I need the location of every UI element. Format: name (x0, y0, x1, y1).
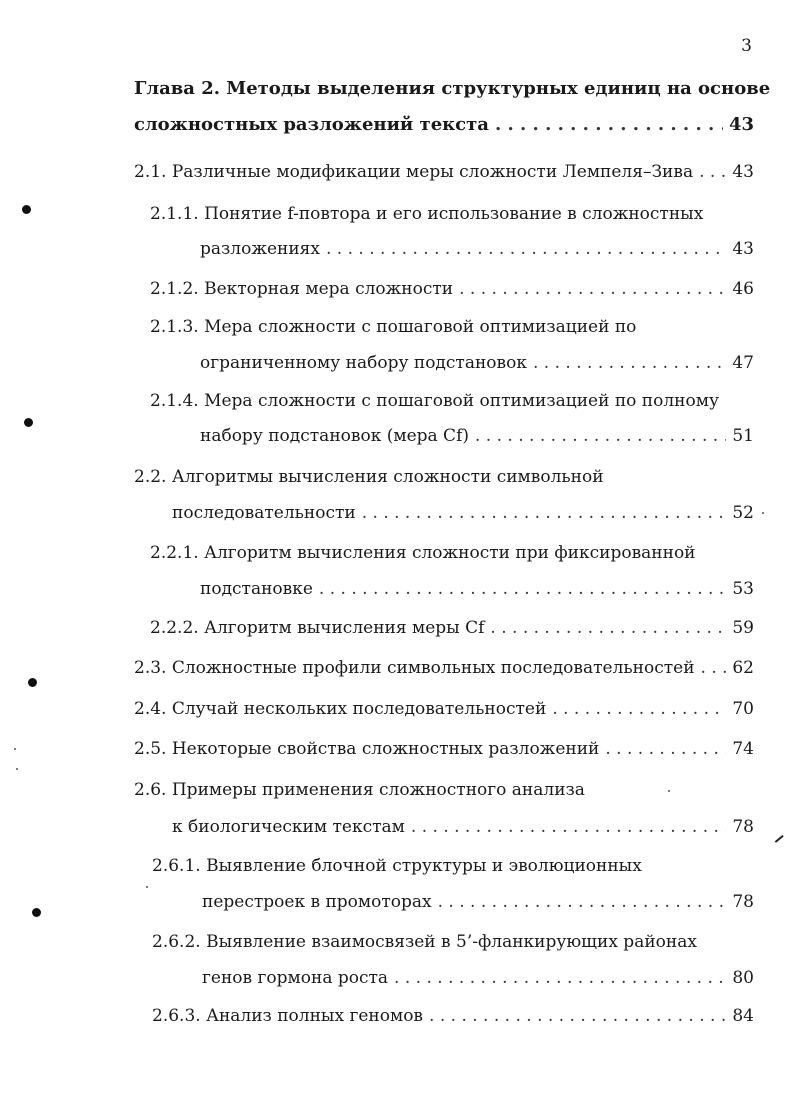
leader-dots (438, 891, 727, 913)
leader-dots (362, 502, 727, 524)
entry-title: Сложностные профили символьных последовательностей (171, 658, 695, 678)
chapter-subtitle: сложностных разложений текста (134, 114, 489, 135)
toc-entry-2-6-1-cont[interactable] (202, 891, 754, 913)
toc-entry-2-6-2[interactable] (152, 931, 697, 953)
toc-entry-2-2-2[interactable] (150, 617, 754, 639)
entry-title-cont: перестроек в промоторах (202, 892, 432, 912)
entry-number: 2.1. (134, 162, 167, 182)
page-ref: 52 (732, 503, 754, 523)
entry-title-cont: ограниченному набору подстановок (200, 353, 527, 373)
entry-title: Случай нескольких последовательностей (171, 699, 547, 719)
entry-title: Векторная мера сложности (204, 279, 454, 299)
leader-dots (326, 238, 726, 260)
chapter-title-line1 (134, 78, 770, 100)
entry-number: 2.4. (134, 699, 167, 719)
toc-entry-2-5[interactable] (134, 738, 754, 760)
scan-hole-mark (28, 678, 37, 687)
scan-speck (14, 748, 16, 750)
entry-title: Анализ полных геномов (206, 1006, 424, 1026)
scan-hole-mark (22, 205, 31, 214)
toc-entry-2-6-cont[interactable] (172, 816, 754, 838)
toc-entry-2-1-4-cont[interactable] (200, 425, 754, 447)
entry-title: Алгоритмы вычисления сложности символьной (171, 467, 604, 487)
entry-number: 2.1.4. (150, 391, 199, 411)
toc-entry-2-2-cont[interactable] (172, 502, 754, 524)
leader-dots (459, 278, 726, 300)
entry-title-cont: генов гормона роста (202, 968, 389, 988)
entry-title-cont: к биологическим текстам (172, 817, 405, 837)
toc-entry-2-4[interactable] (134, 698, 754, 720)
page-ref: 46 (732, 279, 754, 299)
page-number: 3 (741, 36, 752, 56)
toc-entry-2-3[interactable] (134, 657, 754, 679)
toc-entry-2-6-3[interactable] (152, 1005, 754, 1027)
leader-dots (533, 352, 726, 374)
toc-entry-2-6[interactable] (134, 779, 585, 801)
page-ref: 80 (732, 968, 754, 988)
toc-entry-2-1-4[interactable] (150, 390, 719, 412)
entry-title-cont: разложениях (200, 239, 320, 259)
chapter-title-line2[interactable] (134, 114, 754, 136)
leader-dots (394, 967, 726, 989)
entry-number: 2.1.1. (150, 204, 199, 224)
entry-title: Выявление блочной структуры и эволюционных (206, 856, 642, 876)
scan-speck (668, 790, 670, 792)
leader-dots (429, 1005, 726, 1027)
entry-title-cont: последовательности (172, 503, 356, 523)
leader-dots (552, 698, 726, 720)
entry-number: 2.1.3. (150, 317, 199, 337)
leader-dots (490, 617, 726, 639)
page-ref: 51 (732, 426, 754, 446)
scan-speck (762, 512, 764, 514)
chapter-title: Глава 2. Методы выделения структурных единиц на основе (134, 78, 771, 99)
entry-title: Мера сложности с пошаговой оптимизацией по полному (204, 391, 719, 411)
entry-number: 2.6.3. (152, 1006, 201, 1026)
toc-entry-2-2-1-cont[interactable] (200, 578, 754, 600)
entry-number: 2.6. (134, 780, 167, 800)
toc-entry-2-1[interactable] (134, 161, 754, 183)
entry-number: 2.2. (134, 467, 167, 487)
toc-entry-2-1-3-cont[interactable] (200, 352, 754, 374)
scan-speck (146, 886, 148, 888)
leader-dots (495, 114, 723, 136)
page-ref: 43 (732, 162, 754, 182)
entry-number: 2.2.1. (150, 543, 199, 563)
page-ref: 62 (732, 658, 754, 678)
entry-title: Алгоритм вычисления меры Cf (204, 618, 485, 638)
leader-dots (605, 738, 726, 760)
entry-number: 2.6.1. (152, 856, 201, 876)
entry-number: 2.3. (134, 658, 167, 678)
entry-title-cont: подстановке (200, 579, 313, 599)
toc-entry-2-2[interactable] (134, 466, 604, 488)
leader-dots (699, 161, 726, 183)
leader-dots (475, 425, 726, 447)
scan-hole-mark (24, 418, 33, 427)
page-ref: 43 (728, 114, 754, 135)
leader-dots (701, 657, 727, 679)
page-ref: 59 (732, 618, 754, 638)
page-ref: 78 (732, 817, 754, 837)
entry-title: Различные модификации меры сложности Лемпеля–Зива (171, 162, 694, 182)
leader-dots (411, 816, 726, 838)
toc-entry-2-1-1[interactable] (150, 203, 703, 225)
entry-number: 2.5. (134, 739, 167, 759)
page-ref: 70 (732, 699, 754, 719)
entry-title: Понятие f-повтора и его использование в сложностных (204, 204, 704, 224)
toc-entry-2-1-2[interactable] (150, 278, 754, 300)
toc-entry-2-6-2-cont[interactable] (202, 967, 754, 989)
entry-title: Мера сложности с пошаговой оптимизацией по (204, 317, 637, 337)
toc-entry-2-1-3[interactable] (150, 316, 636, 338)
page-ref: 74 (732, 739, 754, 759)
page-ref: 47 (732, 353, 754, 373)
entry-title: Некоторые свойства сложностных разложений (171, 739, 600, 759)
toc-entry-2-2-1[interactable] (150, 542, 696, 564)
entry-title-cont: набору подстановок (мера Cf) (200, 426, 469, 446)
page-ref: 43 (732, 239, 754, 259)
scan-speck (16, 768, 18, 770)
toc-entry-2-6-1[interactable] (152, 855, 642, 877)
entry-number: 2.2.2. (150, 618, 199, 638)
entry-title: Выявление взаимосвязей в 5’-фланкирующих районах (206, 932, 697, 952)
page-ref: 53 (732, 579, 754, 599)
scan-hole-mark (32, 908, 41, 917)
entry-title: Примеры применения сложностного анализа (171, 780, 585, 800)
page-ref: 84 (732, 1006, 754, 1026)
page-ref: 78 (732, 892, 754, 912)
entry-number: 2.6.2. (152, 932, 201, 952)
leader-dots (319, 578, 726, 600)
entry-number: 2.1.2. (150, 279, 199, 299)
entry-title: Алгоритм вычисления сложности при фиксированной (204, 543, 696, 563)
toc-entry-2-1-1-cont[interactable] (200, 238, 754, 260)
